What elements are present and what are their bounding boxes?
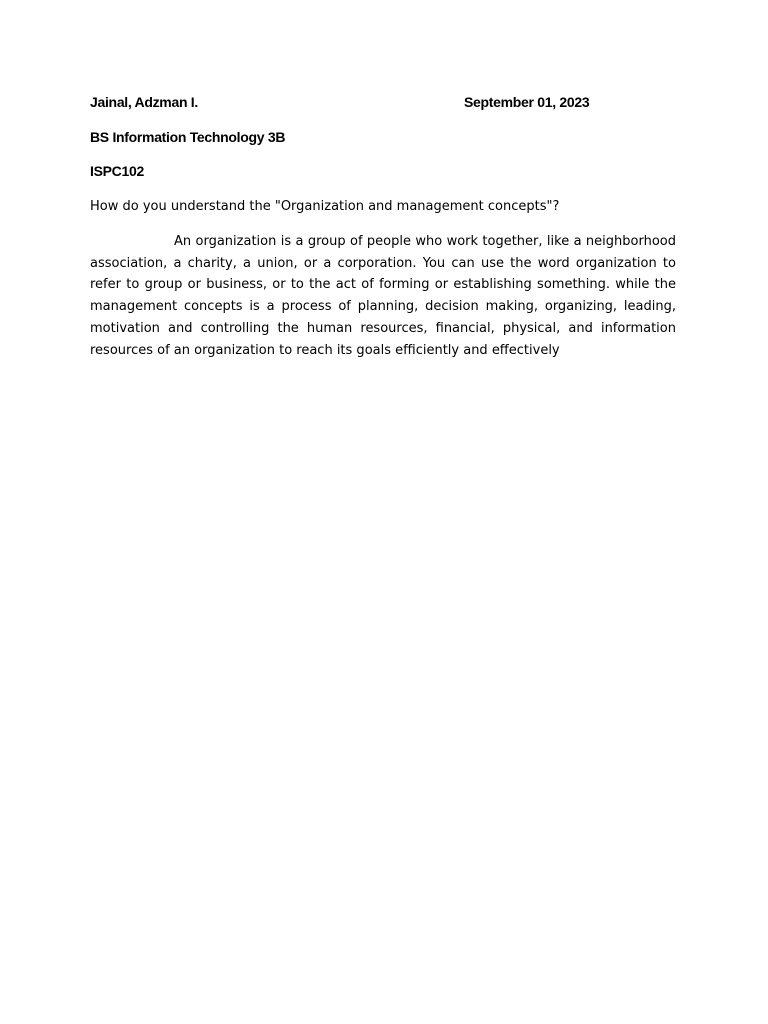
submission-date: September 01, 2023	[464, 94, 590, 110]
question-text: How do you understand the "Organization and management concepts"?	[90, 199, 560, 214]
program-section: BS Information Technology 3B	[90, 129, 286, 145]
student-name: Jainal, Adzman I.	[90, 94, 198, 110]
course-code: ISPC102	[90, 163, 144, 179]
answer-paragraph: An organization is a group of people who work together, like a neighborhood association, a charity, a union, or a corporation. You can use the word organization to refer to group or business, or to the act of forming or establishing something. while the management concepts is a process of planning, decision making, organizing, leading, motivation and controlling the human resources, financial, physical, and information resources of an organization to reach its goals efficiently and effectively	[90, 234, 676, 358]
